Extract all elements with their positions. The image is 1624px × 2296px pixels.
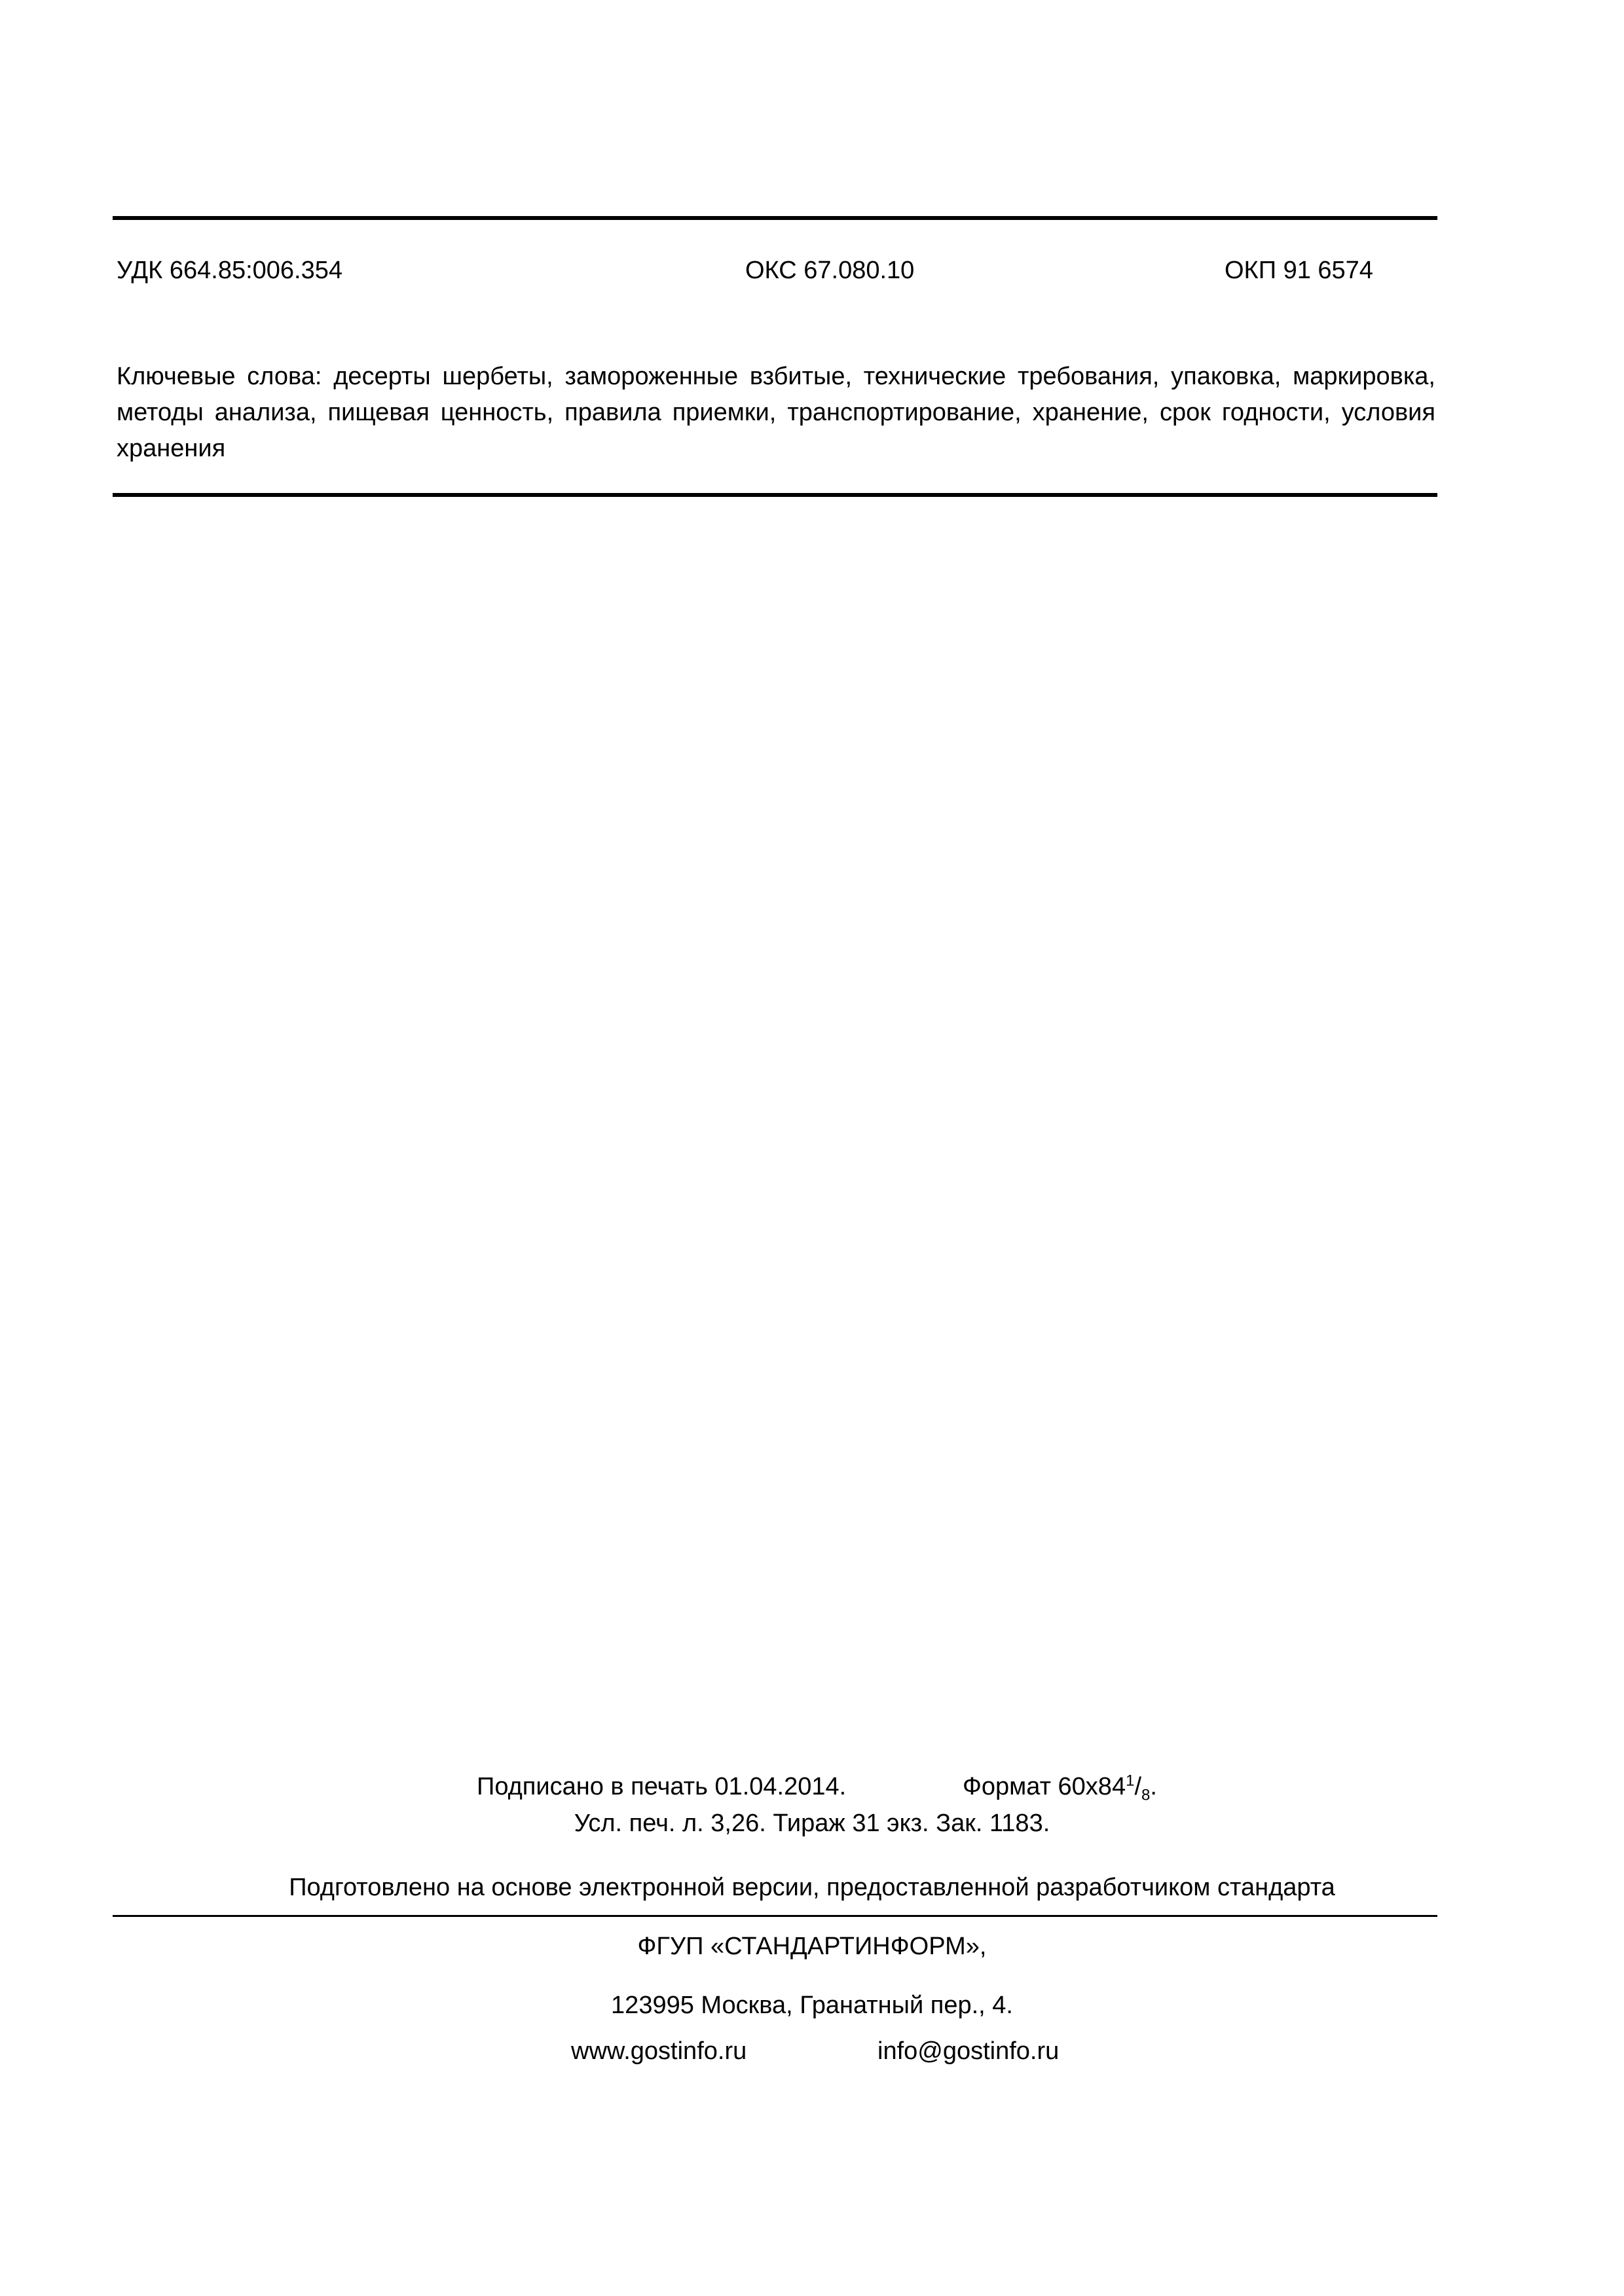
email-link[interactable]: info@gostinfo.ru [877, 2037, 1060, 2065]
prepared-note: Подготовлено на основе электронной версии, предоставленной разработчиком стандарта [289, 1874, 1335, 1901]
website-link[interactable]: www.gostinfo.ru [571, 2037, 747, 2065]
signed-for-print: Подписано в печать 01.04.2014. [477, 1773, 847, 1800]
format-numerator: 1 [1126, 1772, 1135, 1790]
format-period: . [1150, 1773, 1157, 1800]
format-slash: / [1134, 1773, 1141, 1800]
format-denominator: 8 [1141, 1786, 1151, 1804]
format-label: Формат 60x84 [963, 1773, 1126, 1800]
publisher-address: 123995 Москва, Гранатный пер., 4. [611, 1992, 1013, 2019]
okp-code: ОКП 91 6574 [1225, 257, 1373, 284]
publisher-divider [113, 1915, 1437, 1917]
keywords-paragraph: Ключевые слова: десерты шербеты, замороженные взбитые, технические требования, упаковка, маркировка, методы анализа, пищевая ценность, правила приемки, транспортирование, хранение, срок годности, условия хранения [117, 363, 1435, 462]
paper-format [963, 1772, 1157, 1804]
keywords-bottom-divider [113, 493, 1437, 497]
oks-code: ОКС 67.080.10 [745, 257, 915, 284]
publisher-name: ФГУП «СТАНДАРТИНФОРМ», [637, 1933, 987, 1960]
top-divider [113, 216, 1437, 220]
print-run-line: Усл. печ. л. 3,26. Тираж 31 экз. Зак. 1183. [574, 1810, 1050, 1837]
udk-code: УДК 664.85:006.354 [117, 257, 343, 284]
classification-codes [117, 257, 1384, 291]
